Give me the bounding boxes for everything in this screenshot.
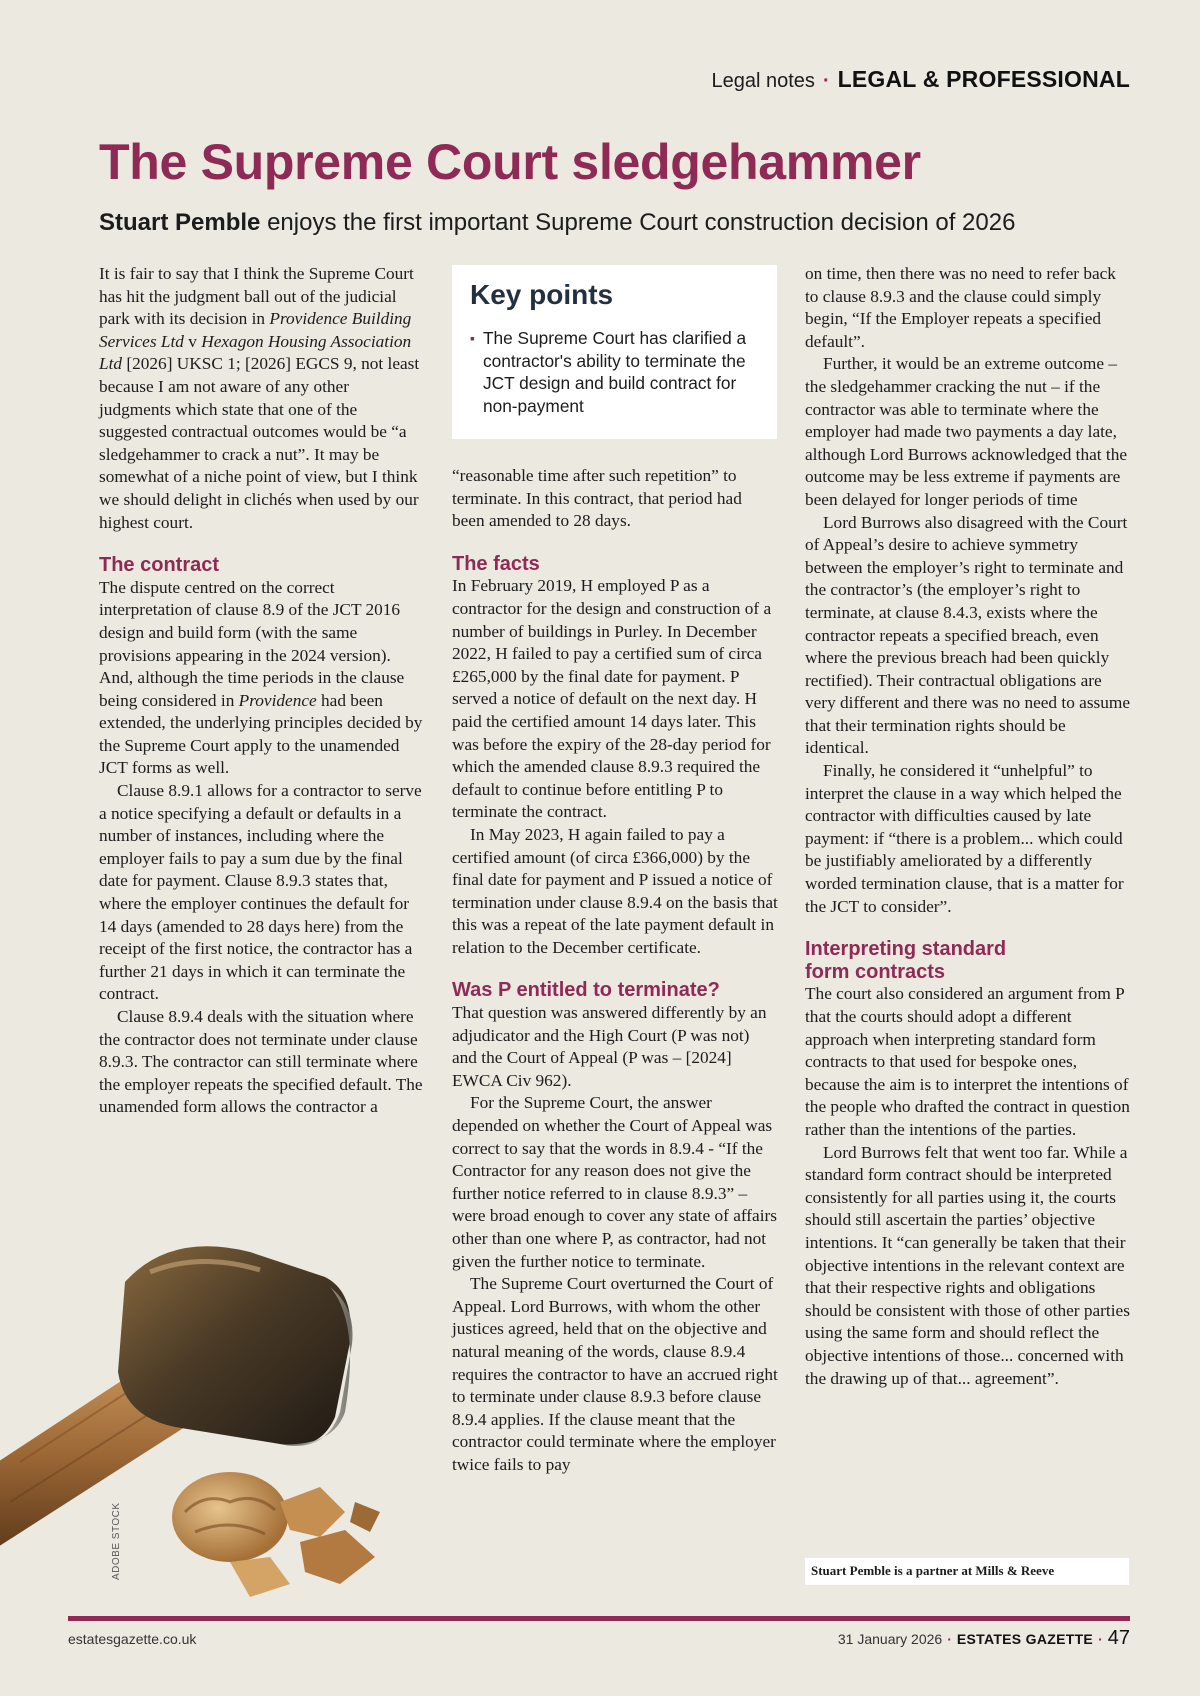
paragraph: The court also considered an argument from P that the courts should adopt a different approach when interpreting standard form contracts to that used for bespoke ones, because the aim is to interpret the intentions of the people who drafted the contract in question rather than the intentions of the parties. [805,984,1130,1139]
paragraph: That question was answered differently by an adjudicator and the High Court (P was not) and the Court of Appeal (P was – [2024] EWCA Civ 962). [452,1003,767,1090]
case-name: Hexagon Housing Association Ltd [99,331,412,374]
column-1 [99,263,424,1119]
subheading-entitled: Was P entitled to terminate? [452,979,720,1002]
walnut-shell [350,1502,380,1532]
author-name: Stuart Pemble [99,209,261,236]
paragraph: It is fair to say that I think the Supreme Court has hit the judgment ball out of the judicial park with its decision in Providence Building Services Ltd v Hexagon Housing Association Ltd [2026] UKSC 1; [2026] EGCS 9, not least because I am not aware of any other judgments which state that one of the suggested contractual outcomes would be “a sledgehammer to crack a nut”. It may be somewhat of a niche point of view, but I think we should delight in clichés when used by our highest court. [99,264,420,532]
key-points-heading: Key points [470,279,614,310]
author-bio: Stuart Pemble is a partner at Mills & Reeve [805,1558,1129,1585]
section-label: Legal notes [711,70,815,92]
footer-rule [68,1616,1130,1621]
subheading-interpreting: Interpreting standard form contracts [805,938,1007,983]
walnut-shell [300,1530,375,1584]
issue-date: 31 January 2026 [837,1631,943,1647]
walnut-shell [230,1557,290,1597]
paragraph: “reasonable time after such repetition” to terminate. In this contract, that period had been amended to 28 days. [452,466,742,531]
column-2 [452,465,778,1477]
subheading-contract: The contract [99,554,220,577]
publication-name: ESTATES GAZETTE [956,1631,1094,1647]
standfirst [99,209,1015,237]
bullet-icon: ▪ [470,330,475,346]
separator-dot: · [822,70,830,92]
hammer-walnut-image [0,1212,440,1602]
hammer-head [118,1246,351,1445]
footer-website: estatesgazette.co.uk [68,1631,197,1647]
page-number: 47 [1107,1627,1130,1649]
section-title: LEGAL & PROFESSIONAL [837,66,1130,92]
paragraph: In May 2023, H again failed to pay a certified amount (of circa £366,000) by the final date for payment and P issued a notice of termination under clause 8.9.4 on the basis that this was a repeat of the late payment default in relation to the December certificate. [452,824,778,957]
subheading-facts: The facts [452,552,540,575]
walnut [172,1472,288,1562]
paragraph: The dispute centred on the correct interpretation of clause 8.9 of the JCT 2016 design and build form (with the same provisions appearing in the 2024 version). And, although the time periods in the clause being considered in Providence had been extended, the underlying principles decided by the Supreme Court apply to the unamended JCT forms as well. [99,577,423,778]
image-credit: ADOBE STOCK [111,1502,122,1580]
paragraph: Clause 8.9.1 allows for a contractor to serve a notice specifying a default or defaults in a number of instances, including where the employer fails to pay a sum due by the final date for payment. Clause 8.9.3 states that, where the employer continues the default for 14 days (amended to 28 days here) from the receipt of the first notice, the contractor has a further 21 days in which it can terminate the contract. [99,781,422,1004]
page-header [712,66,1130,93]
paragraph: Clause 8.9.4 deals with the situation where the contractor does not terminate under clause 8.9.3. The contractor can still terminate where the employer repeats the specified default. The unamended form allows the contractor a [99,1007,423,1117]
paragraph: Finally, he considered it “unhelpful” to interpret the clause in a way which helped the contractor with difficulties caused by late payment: if “there is a problem... which could be justifiably ameliorated by a differently worded termination clause, that is a matter for the JCT to consider”. [805,761,1124,916]
case-name: Providence Building Services Ltd [99,309,412,351]
column-3 [805,263,1131,1390]
footer-info: 31 January 2026 · ESTATES GAZETTE · 47 [837,1627,1130,1649]
paragraph: The Supreme Court overturned the Court of Appeal. Lord Burrows, with whom the other justices agreed, held that on the objective and natural meaning of the words, clause 8.9.4 requires the contractor to have an accrued right to terminate under clause 8.9.3 before clause 8.9.4 applies. If the clause meant that the contractor could terminate where the employer twice fails to pay [452,1274,778,1474]
key-point-item: ▪ The Supreme Court has clarified a contractor's ability to terminate the JCT design and build contract for non-payment [470,328,747,416]
paragraph: Lord Burrows also disagreed with the Court of Appeal’s desire to achieve symmetry between the employer’s right to terminate and the contractor’s (the employer’s right to terminate, at clause 8.4.3, exists where the contractor repeats a specified breach, even where the previous breach had been quickly rectified). Their contractual obligations are very different and there was no need to assume that their termination rights should be identical. [805,512,1131,758]
walnut-shell [280,1487,345,1537]
paragraph: on time, then there was no need to refer back to clause 8.9.3 and the clause could simply begin, “If the Employer repeats a specified default”. [805,264,1116,351]
paragraph: Lord Burrows felt that went too far. While a standard form contract should be interpreted consistently for all parties using it, the courts should still ascertain the parties’ objective intentions. It “can generally be taken that their objective intentions in the relevant context are that their respective rights and obligations should be consistent with those of other parties using the same form and should reflect the objective intentions of those... concerned with the drawing up of that... agreement”. [805,1142,1130,1388]
key-points-box [452,265,777,439]
paragraph: For the Supreme Court, the answer depended on whether the Court of Appeal was correct to say that the words in 8.9.4 - “If the Contractor for any reason does not give the further notice referred to in clause 8.9.3” – were broad enough to cover any state of affairs other than one where P, as contractor, had not given the further notice to terminate. [452,1093,778,1271]
article-title: The Supreme Court sledgehammer [99,134,921,190]
standfirst-text: enjoys the first important Supreme Court construction decision of 2026 [267,209,1016,236]
paragraph: In February 2019, H employed P as a contractor for the design and construction of a number of buildings in Purley. In December 2022, H failed to pay a certified sum of circa £265,000 by the final date for payment. P served a notice of default on the next day. H paid the certified amount 14 days later. This was before the expiry of the 28-day period for which the amended clause 8.9.3 required the default to continue before entitling P to terminate the contract. [452,576,772,822]
paragraph: Further, it would be an extreme outcome – the sledgehammer cracking the nut – if the contractor was able to terminate where the employer had made two payments a day late, although Lord Burrows acknowledged that the outcome may be less extreme if payments are been delayed for longer periods of time [805,354,1128,509]
case-name: Providence [238,690,317,710]
